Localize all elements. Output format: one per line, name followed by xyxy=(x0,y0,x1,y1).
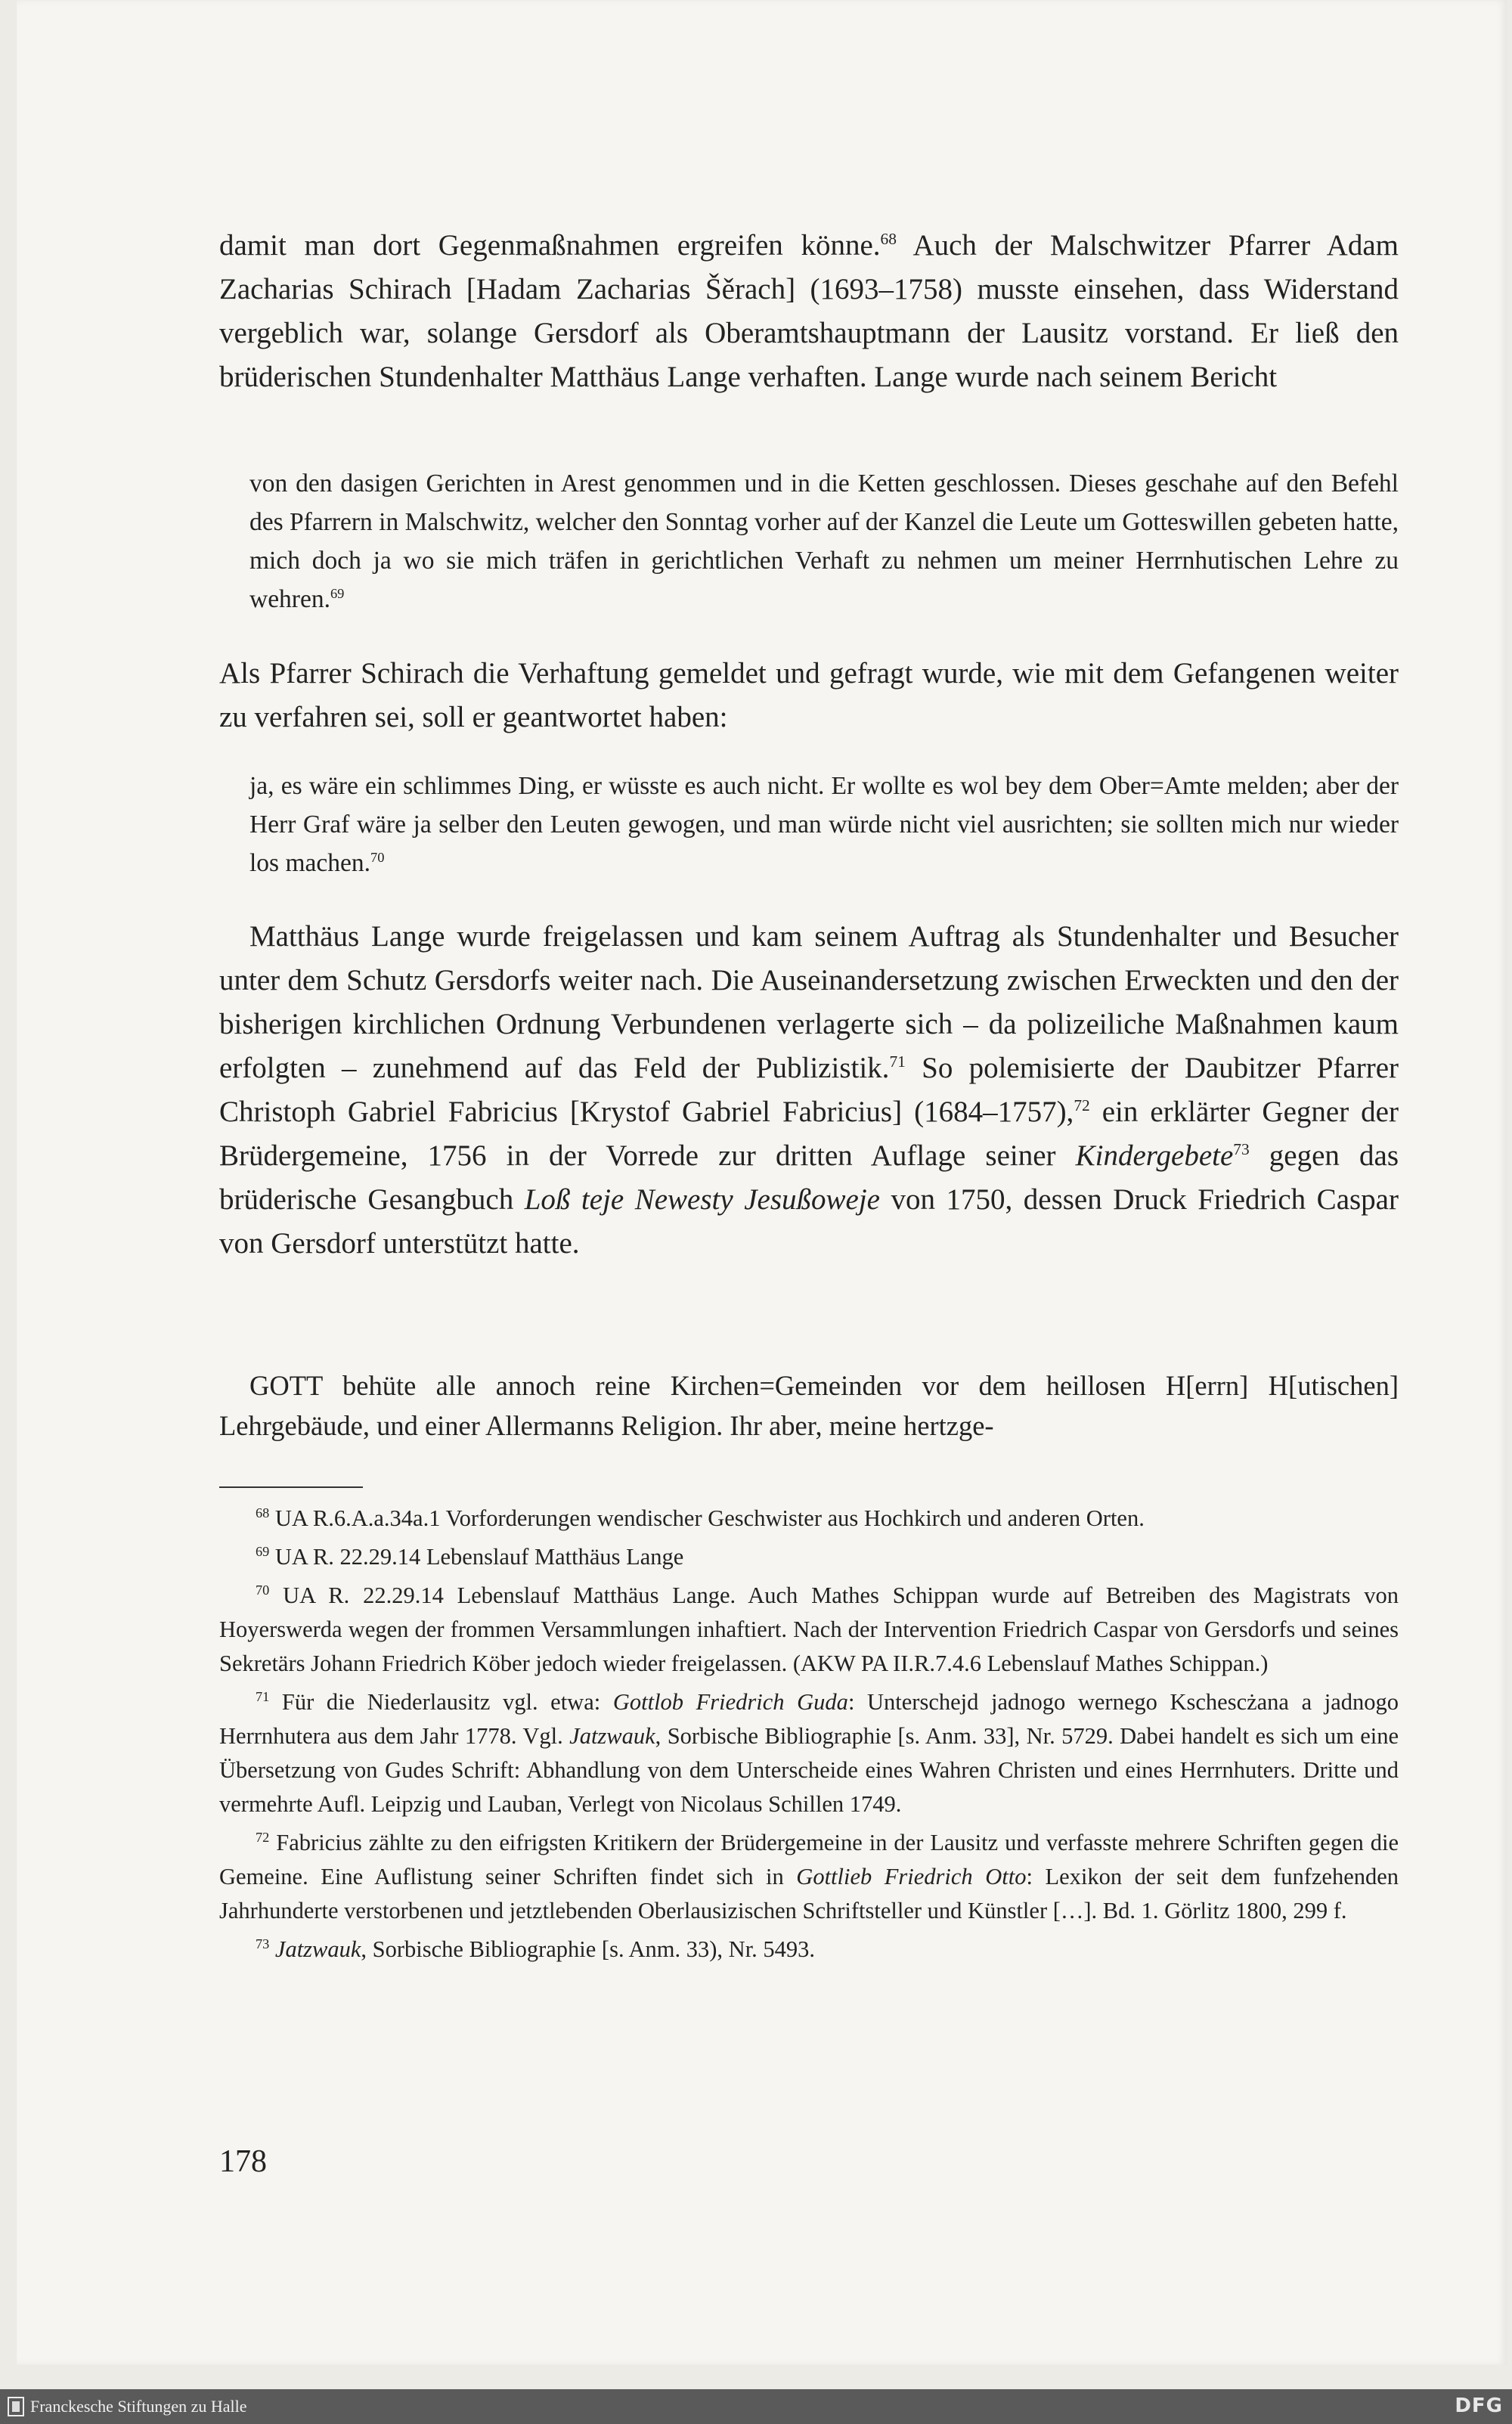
footnote-70: $^{70}$ UA R. 22.29.14 Lebenslauf Matthäus Lange. Auch Mathes Schippan wurde auf Betreiben des Magistrats von Hoyerswerda wegen der frommen Versammlungen inhaftiert. Nach der Intervention Friedrich Caspar von Gersdorfs und seines Sekretärs Johann Friedrich Köber jedoch wieder freigelassen. (AKW PA II.R.7.4.6 Lebenslauf Mathes Schippan.) xyxy=(219,1582,1399,1676)
footnote-72: $^{72}$ Fabricius zählte zu den eifrigsten Kritikern der Brüdergemeine in der Lausitz und verfasste mehrere Schriften gegen die Gemeine. Eine Auflistung seiner Schriften findet sich in Gottlieb Friedrich Otto: Lexikon der seit dem funfzehenden Jahrhunderte verstorbenen und jetztlebenden Oberlausizischen Schriftsteller und Künstler […]. Bd. 1. Görlitz 1800, 299 f. xyxy=(219,1829,1399,1923)
title-loss-teje: Loß teje Newesty Jesußoweje xyxy=(524,1183,880,1216)
footer-bar xyxy=(0,2389,1512,2424)
footnote-ref-71[interactable]: 71 xyxy=(889,1052,906,1071)
footnote-71: $^{71}$ Für die Niederlausitz vgl. etwa: Gottlob Friedrich Guda: Unterschejd jadnogo wernego Kschescżana a jadnogo Herrnhutera aus dem Jahr 1778. Vgl. Jatzwauk, Sorbische Bibliographie [s. Anm. 33], Nr. 5729. Dabei handelt es sich um eine Übersetzung von Gudes Schrift: Abhandlung von dem Unterscheide eines Wahren Christen und eines Herrnhuters. Dritte und vermehrte Aufl. Leipzig und Lauban, Verlegt von Nicolaus Schillen 1749. xyxy=(219,1688,1399,1817)
footnote-separator xyxy=(219,1486,363,1488)
paragraph-1: damit man dort Gegenmaßnahmen ergreifen könne.$^{68}$ Auch der Malschwitzer Pfarrer Adam Zacharias Schirach [Hadam Zacharias Šěrach] (1693–1758) musste einsehen, dass Widerstand vergeblich war, solange Gersdorf als Oberamtshauptmann der Lausitz vorstand. Er ließ den brüderischen Stundenhalter Matthäus Lange verhaften. Lange wurde nach seinem Bericht xyxy=(219,229,1399,393)
paragraph-2-block xyxy=(219,652,1399,739)
quote-block-3 xyxy=(219,1365,1399,1446)
paragraph-2: Als Pfarrer Schirach die Verhaftung gemeldet und gefragt wurde, wie mit dem Gefangenen weiter zu verfahren sei, soll er geantwortet haben: xyxy=(219,657,1399,733)
block-quote-1: von den dasigen Gerichten in Arest genommen und in die Ketten geschlossen. Dieses geschahe auf den Befehl des Pfarrern in Malschwitz, welcher den Sonntag vorher auf der Kanzel die Leute um Gotteswillen gebeten hatte, mich doch ja wo sie mich träfen in gerichtlichen Verhaft zu nehmen um meiner Herrnhutischen Lehre zu wehren.$^{69}$ xyxy=(249,470,1399,613)
footnote-ref-73[interactable]: 73 xyxy=(1233,1140,1250,1158)
title-kindergebete: Kindergebete xyxy=(1075,1139,1234,1172)
footnotes xyxy=(219,1502,1399,1971)
paragraph-3-block xyxy=(219,915,1399,1266)
footnote-69: $^{69}$ UA R. 22.29.14 Lebenslauf Matthäus Lange xyxy=(256,1543,684,1570)
franckesche-logo-icon xyxy=(8,2397,24,2416)
footnote-ref-70[interactable]: 70 xyxy=(370,849,385,865)
block-quote-3: GOTT behüte alle annoch reine Kirchen=Gemeinden vor dem heillosen H[errn] H[utischen] Lehrgebäude, und einer Allermanns Religion. Ihr aber, meine hertzge- xyxy=(219,1370,1399,1441)
main-text xyxy=(219,224,1399,399)
block-quote-2: ja, es wäre ein schlimmes Ding, er wüsste es auch nicht. Er wollte es wol bey dem Ober=Amte melden; aber der Herr Graf wäre ja selber den Leuten gewogen, und man würde nicht viel ausrichten; sie sollten mich nur wieder los machen.$^{70}$ xyxy=(249,772,1399,877)
quote-block-1 xyxy=(219,464,1399,618)
footnote-ref-72[interactable]: 72 xyxy=(1074,1096,1090,1114)
footer-institution[interactable]: Franckesche Stiftungen zu Halle xyxy=(30,2397,247,2416)
dfg-logo: DFG xyxy=(1455,2395,1503,2417)
page-number: 178 xyxy=(219,2144,267,2179)
footnote-ref-69[interactable]: 69 xyxy=(330,585,345,601)
quote-block-2 xyxy=(219,767,1399,882)
footnote-68: $^{68}$ UA R.6.A.a.34a.1 Vorforderungen wendischer Geschwister aus Hochkirch und anderen Orten. xyxy=(256,1505,1145,1531)
footnote-73: $^{73}$ Jatzwauk, Sorbische Bibliographie [s. Anm. 33), Nr. 5493. xyxy=(256,1936,816,1962)
footnote-ref-68[interactable]: 68 xyxy=(880,230,897,248)
paragraph-3: Matthäus Lange wurde freigelassen und kam seinem Auftrag als Stundenhalter und Besucher unter dem Schutz Gersdorfs weiter nach. Die Auseinandersetzung zwischen Erweckten und den der bisherigen kirchlichen Ordnung Verbundenen verlagerte sich – da polizeiliche Maßnahmen kaum erfolgten – zunehmend auf das Feld der Publizistik.$^{71}$ So polemisierte der Daubitzer Pfarrer Christoph Gabriel Fabricius [Krystof Gabriel Fabricius] (1684–1757),$^{72}$ ein erklärter Gegner der Brüdergemeine, 1756 in der Vorrede zur dritten Auflage seiner Kindergebete$^{73}$ gegen das brüderische Gesangbuch Loß teje Newesty Jesußoweje von 1750, dessen Druck Friedrich Caspar von Gersdorf unterstützt hatte. xyxy=(219,920,1399,1260)
